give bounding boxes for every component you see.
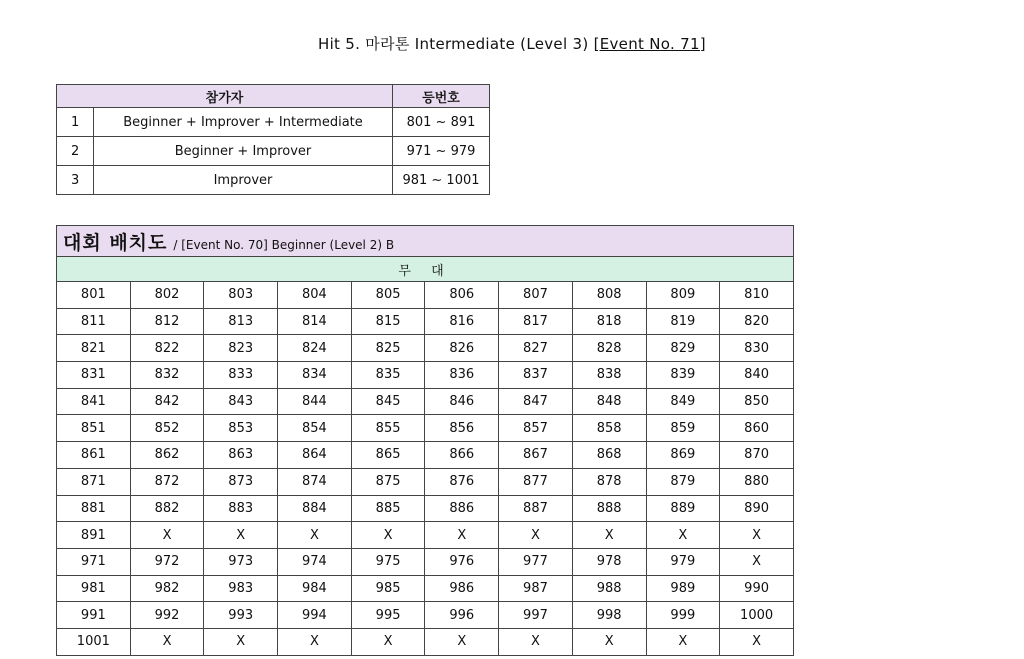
seat-cell: 888 (572, 495, 646, 522)
seat-cell: 848 (572, 388, 646, 415)
seat-cell: 809 (646, 282, 720, 309)
seat-row (57, 575, 794, 602)
seat-cell: 974 (278, 548, 352, 575)
seat-cell: 829 (646, 335, 720, 362)
seating-header-row (57, 226, 794, 257)
seat-cell: 871 (57, 468, 131, 495)
seat-cell: 865 (351, 442, 425, 469)
seat-cell: X (646, 628, 720, 655)
seat-cell: 847 (499, 388, 573, 415)
seating-body (57, 282, 794, 656)
seat-row (57, 335, 794, 362)
seat-cell: 834 (278, 362, 352, 389)
seat-cell: 849 (646, 388, 720, 415)
seat-cell: X (499, 522, 573, 549)
seat-cell: X (130, 628, 204, 655)
seat-cell: 979 (646, 548, 720, 575)
seat-cell: 845 (351, 388, 425, 415)
seat-cell: 843 (204, 388, 278, 415)
seat-cell: 878 (572, 468, 646, 495)
seat-cell: 815 (351, 308, 425, 335)
seat-cell: 889 (646, 495, 720, 522)
title-main: Hit 5. 마라톤 Intermediate (Level 3) (318, 35, 594, 53)
seat-cell: 844 (278, 388, 352, 415)
seating-table (56, 225, 794, 656)
seat-cell: 857 (499, 415, 573, 442)
seat-cell: 990 (720, 575, 794, 602)
title-event: [Event No. 71] (593, 35, 706, 53)
seat-cell: 991 (57, 602, 131, 629)
seat-cell: 875 (351, 468, 425, 495)
bib-range: 971 ~ 979 (392, 137, 489, 166)
seat-cell: 850 (720, 388, 794, 415)
seat-cell: 833 (204, 362, 278, 389)
seat-cell: 808 (572, 282, 646, 309)
seating-subheading: / [Event No. 70] Beginner (Level 2) B (173, 237, 395, 252)
seat-row (57, 522, 794, 549)
seat-cell: 832 (130, 362, 204, 389)
bib-range: 801 ~ 891 (392, 108, 489, 137)
seat-cell: 1000 (720, 602, 794, 629)
seat-cell: 973 (204, 548, 278, 575)
participant-group: Improver (94, 166, 393, 195)
seat-cell: X (499, 628, 573, 655)
seat-cell: 886 (425, 495, 499, 522)
seat-cell: 846 (425, 388, 499, 415)
seat-row (57, 628, 794, 655)
seat-cell: 868 (572, 442, 646, 469)
seat-cell: 975 (351, 548, 425, 575)
seat-cell: 860 (720, 415, 794, 442)
seat-cell: 998 (572, 602, 646, 629)
seat-cell: X (278, 522, 352, 549)
seat-cell: 887 (499, 495, 573, 522)
seat-cell: 813 (204, 308, 278, 335)
seating-header (57, 226, 794, 257)
seat-cell: 987 (499, 575, 573, 602)
seat-cell: 805 (351, 282, 425, 309)
seat-cell: X (351, 628, 425, 655)
seat-cell: 971 (57, 548, 131, 575)
seat-cell: X (278, 628, 352, 655)
seat-cell: 877 (499, 468, 573, 495)
seat-cell: 881 (57, 495, 131, 522)
seat-cell: X (204, 522, 278, 549)
seat-cell: 842 (130, 388, 204, 415)
seat-cell: 861 (57, 442, 131, 469)
participant-row (57, 108, 490, 137)
seat-cell: 891 (57, 522, 131, 549)
seat-row (57, 548, 794, 575)
seat-row (57, 495, 794, 522)
seat-cell: 885 (351, 495, 425, 522)
seat-cell: 810 (720, 282, 794, 309)
seat-cell: 876 (425, 468, 499, 495)
seat-cell: 838 (572, 362, 646, 389)
bib-range: 981 ~ 1001 (392, 166, 489, 195)
seat-row (57, 362, 794, 389)
bib-header: 등번호 (392, 85, 489, 108)
seat-cell: 851 (57, 415, 131, 442)
participant-group: Beginner + Improver + Intermediate (94, 108, 393, 137)
seat-cell: 972 (130, 548, 204, 575)
participant-number: 1 (57, 108, 94, 137)
seat-cell: 864 (278, 442, 352, 469)
seat-cell: 814 (278, 308, 352, 335)
seat-cell: 817 (499, 308, 573, 335)
seat-cell: 858 (572, 415, 646, 442)
seat-cell: 977 (499, 548, 573, 575)
seat-cell: 841 (57, 388, 131, 415)
seat-cell: 837 (499, 362, 573, 389)
seat-cell: 869 (646, 442, 720, 469)
seat-cell: 855 (351, 415, 425, 442)
stage-label: 무 대 (57, 257, 794, 282)
seat-cell: X (204, 628, 278, 655)
seat-cell: 985 (351, 575, 425, 602)
seat-cell: X (425, 628, 499, 655)
seat-cell: 986 (425, 575, 499, 602)
seat-cell: X (130, 522, 204, 549)
seat-row (57, 415, 794, 442)
seat-cell: 802 (130, 282, 204, 309)
seat-cell: 827 (499, 335, 573, 362)
participant-number: 2 (57, 137, 94, 166)
seat-cell: 820 (720, 308, 794, 335)
seat-cell: 874 (278, 468, 352, 495)
seat-cell: 804 (278, 282, 352, 309)
seat-cell: 807 (499, 282, 573, 309)
seat-cell: 811 (57, 308, 131, 335)
seat-cell: 867 (499, 442, 573, 469)
participant-group: Beginner + Improver (94, 137, 393, 166)
seat-cell: 870 (720, 442, 794, 469)
seat-cell: 999 (646, 602, 720, 629)
participants-body (57, 108, 490, 195)
seat-row (57, 468, 794, 495)
seat-row (57, 282, 794, 309)
seat-cell: 852 (130, 415, 204, 442)
seat-cell: 880 (720, 468, 794, 495)
seat-cell: 863 (204, 442, 278, 469)
seat-cell: 981 (57, 575, 131, 602)
seat-cell: 884 (278, 495, 352, 522)
seat-cell: 992 (130, 602, 204, 629)
participant-row (57, 166, 490, 195)
seat-cell: 993 (204, 602, 278, 629)
seat-cell: 828 (572, 335, 646, 362)
seat-cell: 818 (572, 308, 646, 335)
seat-cell: 835 (351, 362, 425, 389)
seat-cell: 836 (425, 362, 499, 389)
seat-cell: 879 (646, 468, 720, 495)
seat-cell: 824 (278, 335, 352, 362)
seat-cell: 1001 (57, 628, 131, 655)
seat-cell: 821 (57, 335, 131, 362)
seat-cell: 856 (425, 415, 499, 442)
seat-cell: 859 (646, 415, 720, 442)
seat-cell: 978 (572, 548, 646, 575)
seat-cell: 801 (57, 282, 131, 309)
participants-header-row (57, 85, 490, 108)
seat-cell: 839 (646, 362, 720, 389)
seat-cell: 812 (130, 308, 204, 335)
seat-cell: 873 (204, 468, 278, 495)
seat-cell: 983 (204, 575, 278, 602)
seat-cell: X (720, 522, 794, 549)
seat-cell: 989 (646, 575, 720, 602)
seat-row (57, 442, 794, 469)
seat-cell: X (572, 522, 646, 549)
seat-cell: X (646, 522, 720, 549)
stage-row (57, 257, 794, 282)
seat-cell: 996 (425, 602, 499, 629)
participants-header: 참가자 (57, 85, 393, 108)
seat-cell: X (572, 628, 646, 655)
page-title (0, 33, 1024, 54)
seat-cell: 825 (351, 335, 425, 362)
seat-cell: 831 (57, 362, 131, 389)
seat-cell: 866 (425, 442, 499, 469)
seat-row (57, 388, 794, 415)
seat-cell: 853 (204, 415, 278, 442)
participant-row (57, 137, 490, 166)
seat-cell: 822 (130, 335, 204, 362)
seating-heading: 대회 배치도 (63, 231, 168, 254)
seat-cell: 988 (572, 575, 646, 602)
seat-cell: 840 (720, 362, 794, 389)
seat-cell: X (425, 522, 499, 549)
seat-cell: X (351, 522, 425, 549)
participants-table (56, 84, 490, 195)
seat-cell: 819 (646, 308, 720, 335)
seat-cell: 890 (720, 495, 794, 522)
seat-cell: X (720, 628, 794, 655)
seat-cell: 823 (204, 335, 278, 362)
seat-cell: 872 (130, 468, 204, 495)
seat-cell: 883 (204, 495, 278, 522)
seat-cell: 854 (278, 415, 352, 442)
seat-row (57, 308, 794, 335)
seat-cell: 997 (499, 602, 573, 629)
seat-cell: 994 (278, 602, 352, 629)
seat-cell: 830 (720, 335, 794, 362)
seat-cell: 826 (425, 335, 499, 362)
seat-cell: 984 (278, 575, 352, 602)
seat-row (57, 602, 794, 629)
seat-cell: 995 (351, 602, 425, 629)
seat-cell: X (720, 548, 794, 575)
participant-number: 3 (57, 166, 94, 195)
seat-cell: 816 (425, 308, 499, 335)
seat-cell: 806 (425, 282, 499, 309)
seat-cell: 882 (130, 495, 204, 522)
seat-cell: 982 (130, 575, 204, 602)
seat-cell: 803 (204, 282, 278, 309)
seat-cell: 976 (425, 548, 499, 575)
seat-cell: 862 (130, 442, 204, 469)
